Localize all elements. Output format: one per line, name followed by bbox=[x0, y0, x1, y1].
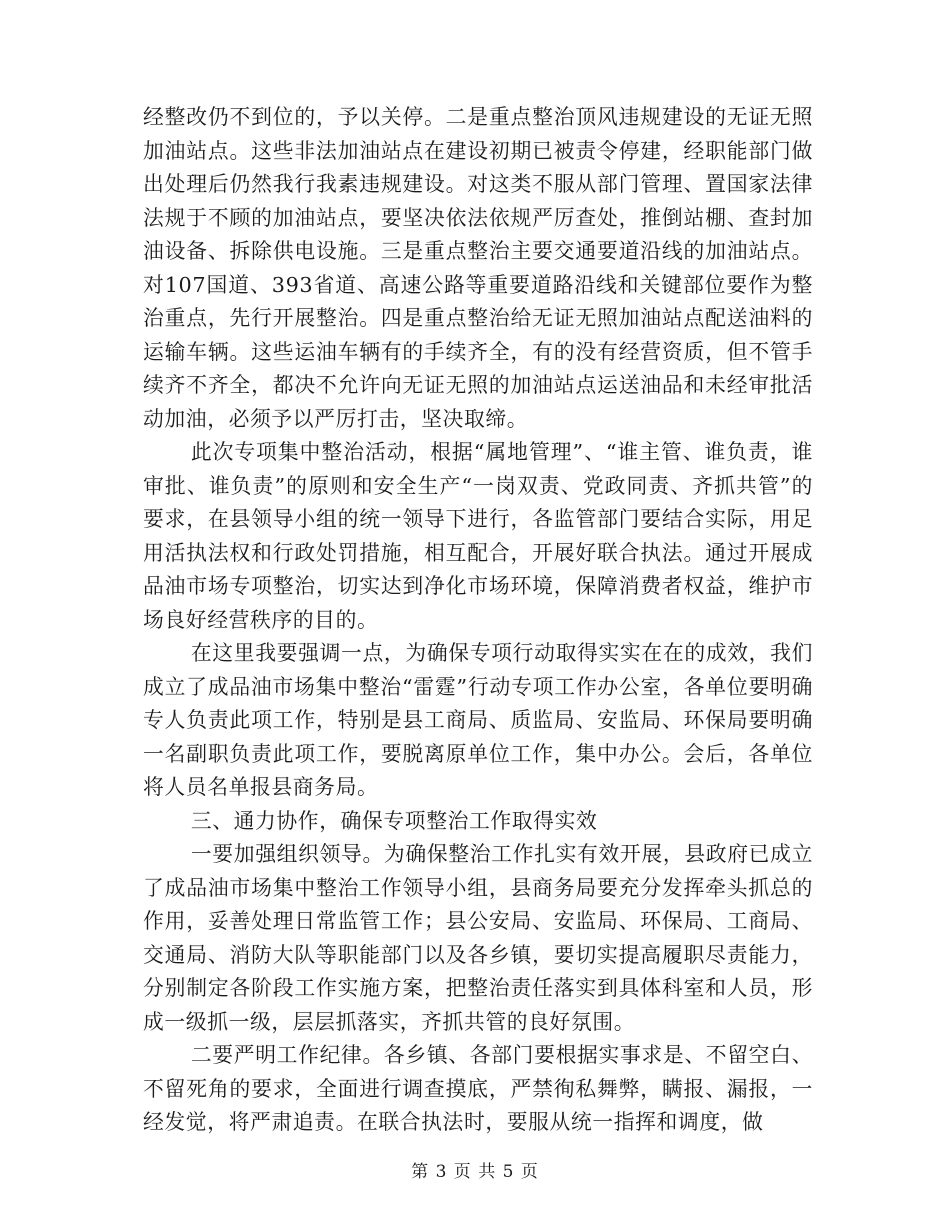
section-heading-cooperation: 三、通力协作，确保专项整治工作取得实效 bbox=[190, 808, 598, 833]
document-body bbox=[143, 101, 813, 1140]
paragraph-work-discipline: 二要严明工作纪律。各乡镇、各部门要根据实事求是、不留空白、不留死角的要求，全面进行调查摸底，严禁徇私舞弊，瞒报、漏报，一经发觉，将严肃追责。在联合执法时，要服从统一指挥和调度，做 bbox=[143, 1043, 813, 1134]
paragraph-organization-leadership: 一要加强组织领导。为确保整治工作扎实有效开展，县政府已成立了成品油市场集中整治工作领导小组，县商务局要充分发挥牵头抓总的作用，妥善处理日常监管工作；县公安局、安监局、环保局、工商局、交通局、消防大队等职能部门以及各乡镇，要切实提高履职尽责能力，分别制定各阶段工作实施方案，把整治责任落实到具体科室和人员，形成一级抓一级，层层抓落实，齐抓共管的良好氛围。 bbox=[143, 842, 813, 1034]
paragraph-special-rectification: 此次专项集中整治活动，根据“属地管理”、“谁主管、谁负责，谁审批、谁负责”的原则和安全生产“一岗双责、党政同责、齐抓共管”的要求，在县领导小组的统一领导下进行，各监管部门要结合实际，用足用活执法权和行政处罚措施，相互配合，开展好联合执法。通过开展成品油市场专项整治，切实达到净化市场环境，保障消费者权益，维护市场良好经营秩序的目的。 bbox=[143, 440, 813, 632]
paragraph-continuation: 经整改仍不到位的，予以关停。二是重点整治顶风违规建设的无证无照加油站点。这些非法加油站点在建设初期已被责令停建，经职能部门做出处理后仍然我行我素违规建设。对这类不服从部门管理、置国家法律法规于不顾的加油站点，要坚决依法依规严厉查处，推倒站棚、查封加油设备、拆除供电设施。三是重点整治主要交通要道沿线的加油站点。对107国道、393省道、高速公路等重要道路沿线和关键部位要作为整治重点，先行开展整治。四是重点整治给无证无照加油站点配送油料的运输车辆。这些运油车辆有的手续齐全，有的没有经营资质，但不管手续齐不齐全，都决不允许向无证无照的加油站点运送油品和未经审批活动加油，必须予以严厉打击，坚决取缔。 bbox=[143, 105, 813, 431]
page-number-footer: 第 3 页 共 5 页 bbox=[411, 1162, 539, 1182]
paragraph-office-setup: 在这里我要强调一点，为确保专项行动取得实实在在的成效，我们成立了成品油市场集中整治“雷霆”行动专项工作办公室，各单位要明确专人负责此项工作，特别是县工商局、质监局、安监局、环保局要明确一名副职负责此项工作，要脱离原单位工作，集中办公。会后，各单位将人员名单报县商务局。 bbox=[143, 641, 813, 799]
